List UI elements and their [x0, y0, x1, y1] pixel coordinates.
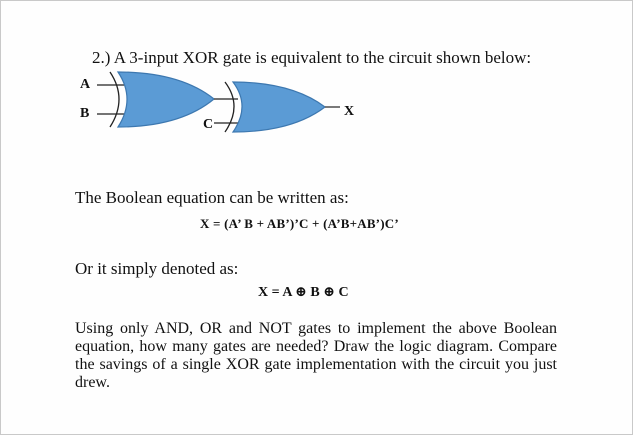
- equation-intro: The Boolean equation can be written as:: [75, 188, 349, 207]
- denote-intro: Or it simply denoted as:: [75, 259, 239, 278]
- xor-gate-1-body: [118, 72, 214, 127]
- xor-gate-2-body: [233, 82, 325, 132]
- input-a-label: A: [80, 77, 91, 92]
- input-b-label: B: [80, 106, 90, 121]
- xor-gate-2-extra-arc: [225, 82, 234, 132]
- xor-gate-1-extra-arc: [110, 72, 119, 127]
- input-c-label: C: [203, 117, 214, 132]
- question-title: 2.) A 3-input XOR gate is equivalent to the circuit shown below:: [92, 48, 532, 67]
- output-x-label: X: [344, 104, 355, 119]
- boolean-equation-short: X = A ⊕ B ⊕ C: [258, 285, 349, 300]
- task-paragraph: Using only AND, OR and NOT gates to implement the above Boolean equation, how many gates are needed? Draw the logic diagram. Compare the savings of a single XOR gate implementation with the circuit you just drew.: [75, 320, 557, 391]
- boolean-equation-full: X = (A’ B + AB’)’C + (A’B+AB’)C’: [200, 216, 399, 231]
